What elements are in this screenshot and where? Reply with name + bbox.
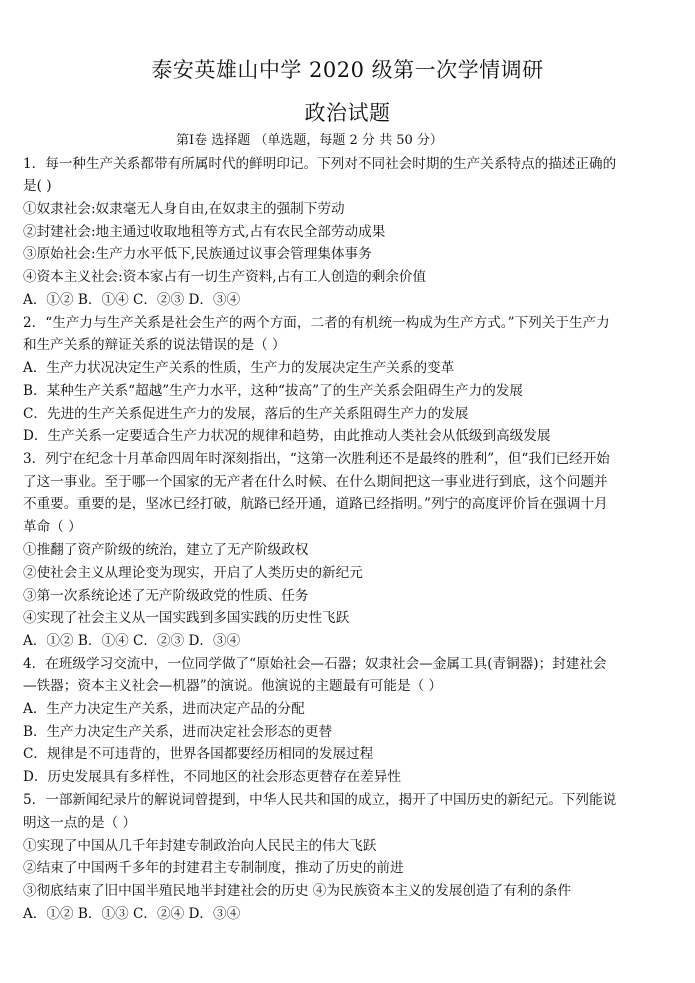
- option-line: C．规律是不可违背的，世界各国都要经历相同的发展过程: [23, 746, 374, 762]
- option-line: B．生产力决定生产关系，进而决定社会形态的更替: [23, 724, 333, 740]
- option-line: ③第一次系统论述了无产阶级政党的性质、任务: [23, 588, 309, 604]
- exam-title: 泰安英雄山中学 2020 级第一次学情调研: [151, 58, 544, 82]
- option-line: C．先进的生产关系促进生产力的发展，落后的生产关系阻碍生产力的发展: [23, 406, 469, 422]
- question-stem-line: 不重要。重要的是，坚冰已经打破，航路已经开通，道路已经指明。”列宁的高度评价旨在强调十月: [23, 496, 608, 512]
- answer-choices: A．①② B．①④ C．②③ D．③④: [23, 633, 241, 649]
- question-stem-line: —铁器；资本主义社会—机器”的演说。他演说的主题最有可能是（ ）: [23, 678, 443, 694]
- option-line: D．生产关系一定要适合生产力状况的规律和趋势，由此推动人类社会从低级到高级发展: [23, 428, 551, 444]
- answer-choices: A．①② B．①④ C．②③ D．③④: [23, 292, 241, 308]
- option-line: ②结束了中国两千多年的封建君主专制制度，推动了历史的前进: [23, 860, 404, 876]
- question-stem-line: 2．“生产力与生产关系是社会生产的两个方面，二者的有机统一构成为生产方式。”下列关于生产力: [23, 315, 610, 331]
- question-stem-line: 4．在班级学习交流中，一位同学做了“原始社会—石器；奴隶社会—金属工具(青铜器)；封建社会: [23, 656, 607, 672]
- option-line: ①实现了中国从几千年封建专制政治向人民民主的伟大飞跃: [23, 838, 377, 854]
- option-line: ④资本主义社会:资本家占有一切生产资料,占有工人创造的剩余价值: [23, 269, 427, 285]
- exam-subtitle: 政治试题: [304, 101, 391, 125]
- question-stem-line: 明这一点的是（ ）: [23, 815, 137, 831]
- option-line: ②封建社会:地主通过收取地租等方式,占有农民全部劳动成果: [23, 224, 386, 240]
- question-stem-line: 3．列宁在纪念十月革命四周年时深刻指出，“这第一次胜利还不是最终的胜利”，但“我们已经开始: [23, 451, 610, 467]
- option-line: B．某种生产关系“超越”生产力水平，这种“拔高”了的生产关系会阻碍生产力的发展: [23, 383, 523, 399]
- option-line: A．生产力决定生产关系，进而决定产品的分配: [23, 701, 305, 717]
- option-line: ④实现了社会主义从一国实践到多国实践的历史性飞跃: [23, 610, 350, 626]
- question-stem-line: 了这一事业。至于哪一个国家的无产者在什么时候、在什么期间把这一事业进行到底，这个问题并: [23, 474, 608, 490]
- question-stem-line: 5．一部新闻纪录片的解说词曾提到，中华人民共和国的成立，揭开了中国历史的新纪元。下列能说: [23, 792, 617, 808]
- question-stem-line: 和生产关系的辩证关系的说法错误的是（ ）: [23, 337, 286, 353]
- answer-choices: A．①② B．①③ C．②④ D．③④: [23, 906, 241, 922]
- option-line: A．生产力状况决定生产关系的性质，生产力的发展决定生产关系的变革: [23, 360, 455, 376]
- question-stem-line: 是( ): [23, 178, 52, 194]
- option-line: ①奴隶社会:奴隶毫无人身自由,在奴隶主的强制下劳动: [23, 201, 345, 217]
- option-line: D．历史发展具有多样性，不同地区的社会形态更替存在差异性: [23, 769, 401, 785]
- option-line: ②使社会主义从理论变为现实，开启了人类历史的新纪元: [23, 565, 363, 581]
- question-stem-line: 1．每一种生产关系都带有所属时代的鲜明印记。下列对不同社会时期的生产关系特点的描述正确的: [23, 156, 617, 172]
- option-line: ③原始社会:生产力水平低下,民族通过议事会管理集体事务: [23, 246, 372, 262]
- section-heading: 第Ⅰ卷 选择题 （单选题，每题 2 分 共 50 分）: [176, 133, 443, 148]
- option-line: ③彻底结束了旧中国半殖民地半封建社会的历史 ④为民族资本主义的发展创造了有利的条件: [23, 883, 572, 899]
- question-stem-line: 革命（ ）: [23, 519, 82, 535]
- option-line: ①推翻了资产阶级的统治，建立了无产阶级政权: [23, 542, 309, 558]
